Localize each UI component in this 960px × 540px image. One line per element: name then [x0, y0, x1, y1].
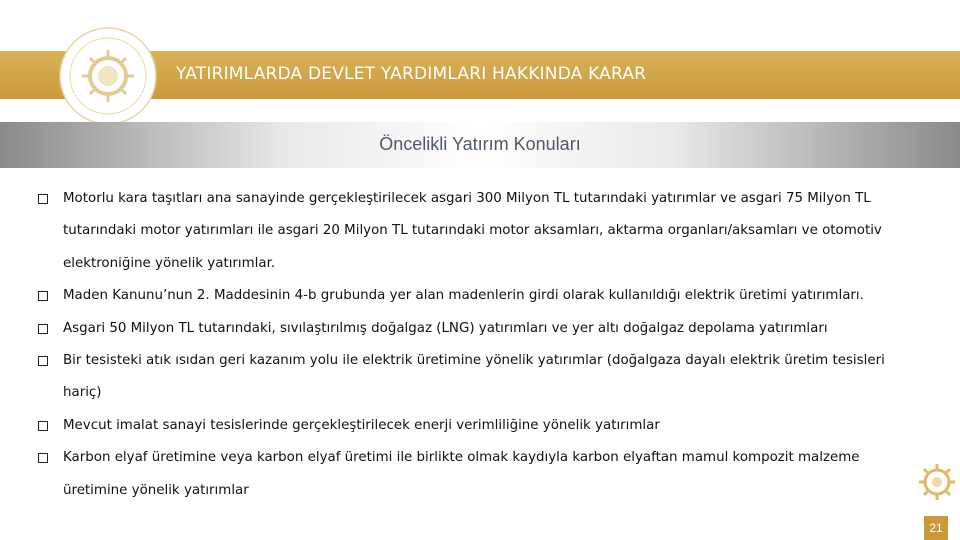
list-item-text: Motorlu kara taşıtları ana sanayinde gerçekleştirilecek asgari 300 Milyon TL tutarındaki yatırımlar ve asgari 75 Milyon TL tutarındaki motor yatırımları ile asgari 20 Milyon TL tutarındaki motor aksamları, aktarma organları/aksamları ve otomotiv elektroniğine yönelik yatırımlar.: [63, 191, 882, 271]
priority-list: [38, 183, 918, 507]
list-item: [38, 313, 918, 345]
checkbox-bullet-icon: [38, 356, 48, 366]
list-item: [38, 410, 918, 442]
list-item-text: Karbon elyaf üretimine veya karbon elyaf üretimi ile birlikte olmak kaydıyla karbon elyaftan mamul kompozit malzeme üretimine yönelik yatırımlar: [63, 450, 860, 498]
list-item-text: Asgari 50 Milyon TL tutarındaki, sıvılaştırılmış doğalgaz (LNG) yatırımları ve yer altı doğalgaz depolama yatırımları: [63, 320, 828, 336]
list-item: [38, 280, 918, 312]
page-title: YATIRIMLARDA DEVLET YARDIMLARI HAKKINDA KARAR: [176, 64, 647, 84]
list-item: [38, 183, 918, 280]
checkbox-bullet-icon: [38, 194, 48, 204]
list-item-text: Bir tesisteki atık ısıdan geri kazanım yolu ile elektrik üretimine yönelik yatırımlar (doğalgaza dayalı elektrik üretim tesisleri hariç): [63, 353, 885, 401]
list-item-text: Maden Kanunu’nun 2. Maddesinin 4-b grubunda yer alan madenlerin girdi olarak kullanıldığı elektrik üretimi yatırımları.: [63, 288, 864, 304]
list-item-text: Mevcut imalat sanayi tesislerinde gerçekleştirilecek enerji verimliliğine yönelik yatırımlar: [63, 417, 660, 433]
ministry-seal-icon: [58, 26, 158, 126]
checkbox-bullet-icon: [38, 291, 48, 301]
gear-logo-icon: [917, 462, 957, 502]
list-item: [38, 345, 918, 410]
checkbox-bullet-icon: [38, 453, 48, 463]
section-subtitle: Öncelikli Yatırım Konuları: [379, 134, 581, 154]
page-number: 21: [924, 516, 948, 540]
checkbox-bullet-icon: [38, 324, 48, 334]
checkbox-bullet-icon: [38, 421, 48, 431]
list-item: [38, 442, 918, 507]
